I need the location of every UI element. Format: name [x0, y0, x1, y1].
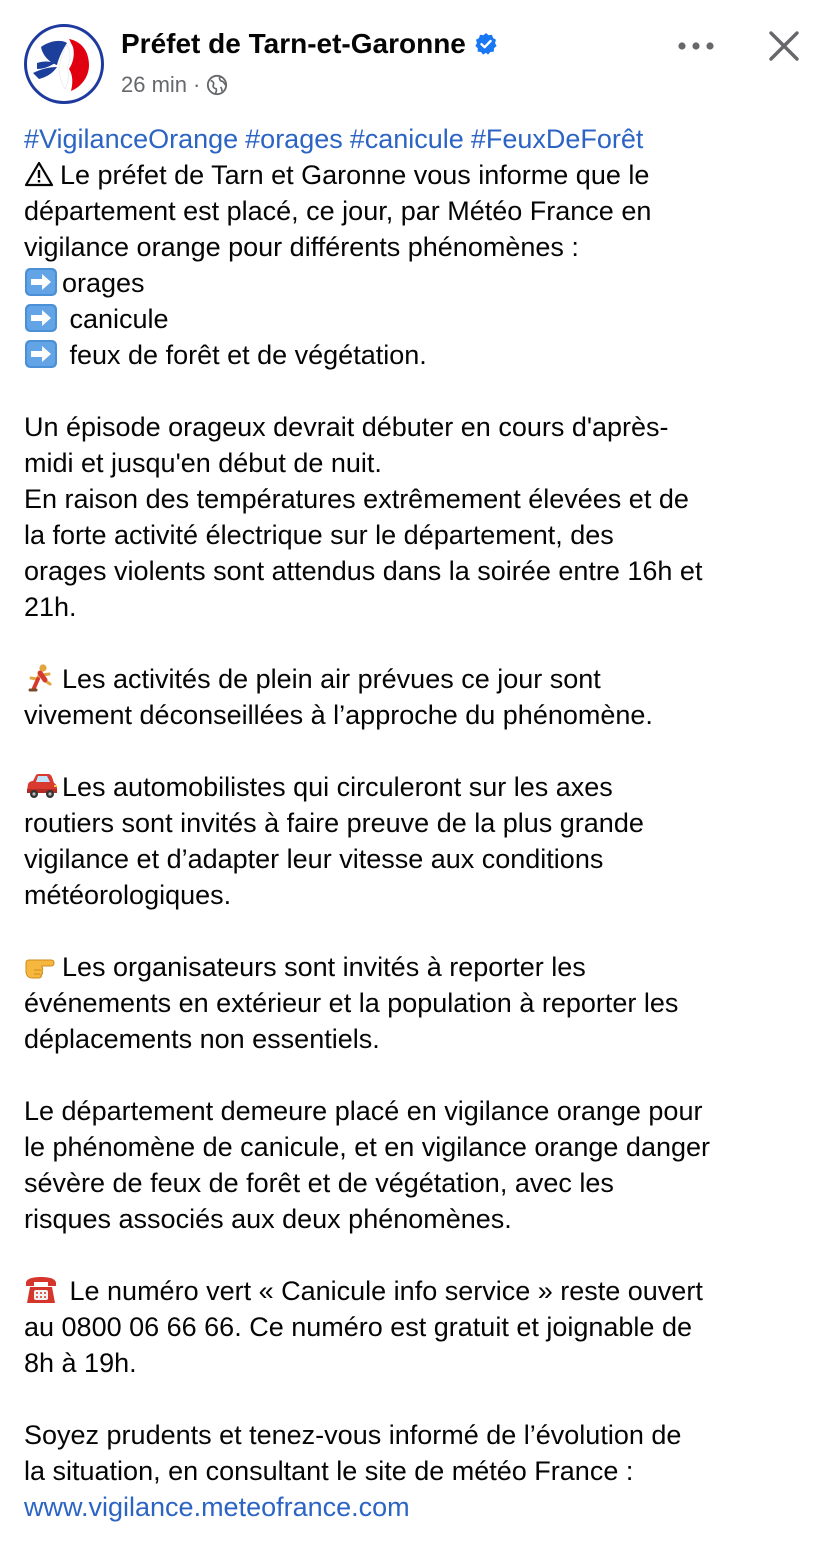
- avatar[interactable]: [24, 24, 104, 104]
- p1-line-3: En raison des températures extrêmement élevées et de: [24, 484, 689, 514]
- p3-line-1: Les automobilistes qui circuleront sur les axes: [24, 769, 814, 805]
- p7-line-2: la situation, en consultant le site de météo France :: [24, 1456, 634, 1486]
- right-arrow-icon: [24, 303, 58, 333]
- post-time[interactable]: 26 min: [121, 72, 188, 97]
- paragraph-gap: [24, 913, 814, 949]
- p5-line-4: risques associés aux deux phénomènes.: [24, 1204, 512, 1234]
- p3-line-2: routiers sont invités à faire preuve de la plus grande: [24, 808, 644, 838]
- p4-line-1: Les organisateurs sont invités à reporter les: [24, 949, 814, 985]
- p2-line-2: vivement déconseillées à l’approche du phénomène.: [24, 700, 653, 730]
- p1-line-4: la forte activité électrique sur le département, des: [24, 520, 614, 550]
- hashtag-canicule[interactable]: #canicule: [349, 124, 464, 154]
- link-line: [24, 1489, 814, 1525]
- verified-badge-icon: [474, 32, 498, 56]
- p3-line-3: vigilance et d’adapter leur vitesse aux conditions: [24, 844, 604, 874]
- right-arrow-icon: [24, 267, 58, 297]
- page-name[interactable]: [121, 28, 498, 60]
- p6-line-2: au 0800 06 66 66. Ce numéro est gratuit et joignable de: [24, 1312, 692, 1342]
- warning-icon: [24, 160, 54, 188]
- p5-line-3: sévère de feux de forêt et de végétation, avec les: [24, 1168, 614, 1198]
- p6-line-3: 8h à 19h.: [24, 1348, 137, 1378]
- close-button[interactable]: [760, 24, 808, 68]
- close-icon: [768, 30, 800, 62]
- p4-line-2: événements en extérieur et la population à reporter les: [24, 988, 679, 1018]
- intro-line-3: vigilance orange pour différents phénomènes :: [24, 232, 579, 262]
- p6-line-1: Le numéro vert « Canicule info service » reste ouvert: [24, 1273, 814, 1309]
- p5-line-1: Le département demeure placé en vigilance orange pour: [24, 1096, 703, 1126]
- hashtag-feux-de-foret[interactable]: #FeuxDeForêt: [470, 124, 644, 154]
- p1-line-5: orages violents sont attendus dans la soirée entre 16h et: [24, 556, 703, 586]
- more-options-icon: [676, 41, 716, 51]
- p7-line-1: Soyez prudents et tenez-vous informé de l’évolution de: [24, 1420, 682, 1450]
- paragraph-gap: [24, 625, 814, 661]
- bullet-item: feux de forêt et de végétation.: [24, 337, 814, 373]
- hashtag-orages[interactable]: #orages: [245, 124, 343, 154]
- car-icon: [24, 771, 58, 801]
- p3-line-4: météorologiques.: [24, 880, 232, 910]
- paragraph-gap: [24, 373, 814, 409]
- post-header: [0, 0, 828, 120]
- post-meta: [121, 72, 228, 98]
- paragraph-gap: [24, 1381, 814, 1417]
- bullet-item: orages: [24, 265, 814, 301]
- more-options-button[interactable]: [672, 26, 720, 66]
- paragraph-gap: [24, 1237, 814, 1273]
- runner-icon: [24, 663, 58, 693]
- marianne-logo-icon: [27, 27, 101, 101]
- bullet-item: canicule: [24, 301, 814, 337]
- intro-line-1: Le préfet de Tarn et Garonne vous informe que le: [24, 157, 814, 193]
- paragraph-gap: [24, 1057, 814, 1093]
- telephone-icon: [24, 1275, 58, 1305]
- post-text: [24, 121, 814, 1525]
- p1-line-6: 21h.: [24, 592, 77, 622]
- pointing-hand-icon: [24, 951, 58, 981]
- globe-icon[interactable]: [206, 74, 228, 96]
- p1-line-2: midi et jusqu'en début de nuit.: [24, 448, 382, 478]
- hashtag-row: [24, 121, 814, 157]
- p2-line-1: Les activités de plein air prévues ce jour sont: [24, 661, 814, 697]
- vigilance-link[interactable]: www.vigilance.meteofrance.com: [24, 1492, 410, 1522]
- p5-line-2: le phénomène de canicule, et en vigilance orange danger: [24, 1132, 710, 1162]
- intro-line-2: département est placé, ce jour, par Météo France en: [24, 196, 652, 226]
- page-name-text[interactable]: Préfet de Tarn-et-Garonne: [121, 28, 466, 59]
- right-arrow-icon: [24, 339, 58, 369]
- hashtag-vigilance-orange[interactable]: #VigilanceOrange: [24, 124, 239, 154]
- meta-separator: ·: [193, 72, 201, 97]
- p4-line-3: déplacements non essentiels.: [24, 1024, 380, 1054]
- paragraph-gap: [24, 733, 814, 769]
- p1-line-1: Un épisode orageux devrait débuter en cours d'après-: [24, 412, 669, 442]
